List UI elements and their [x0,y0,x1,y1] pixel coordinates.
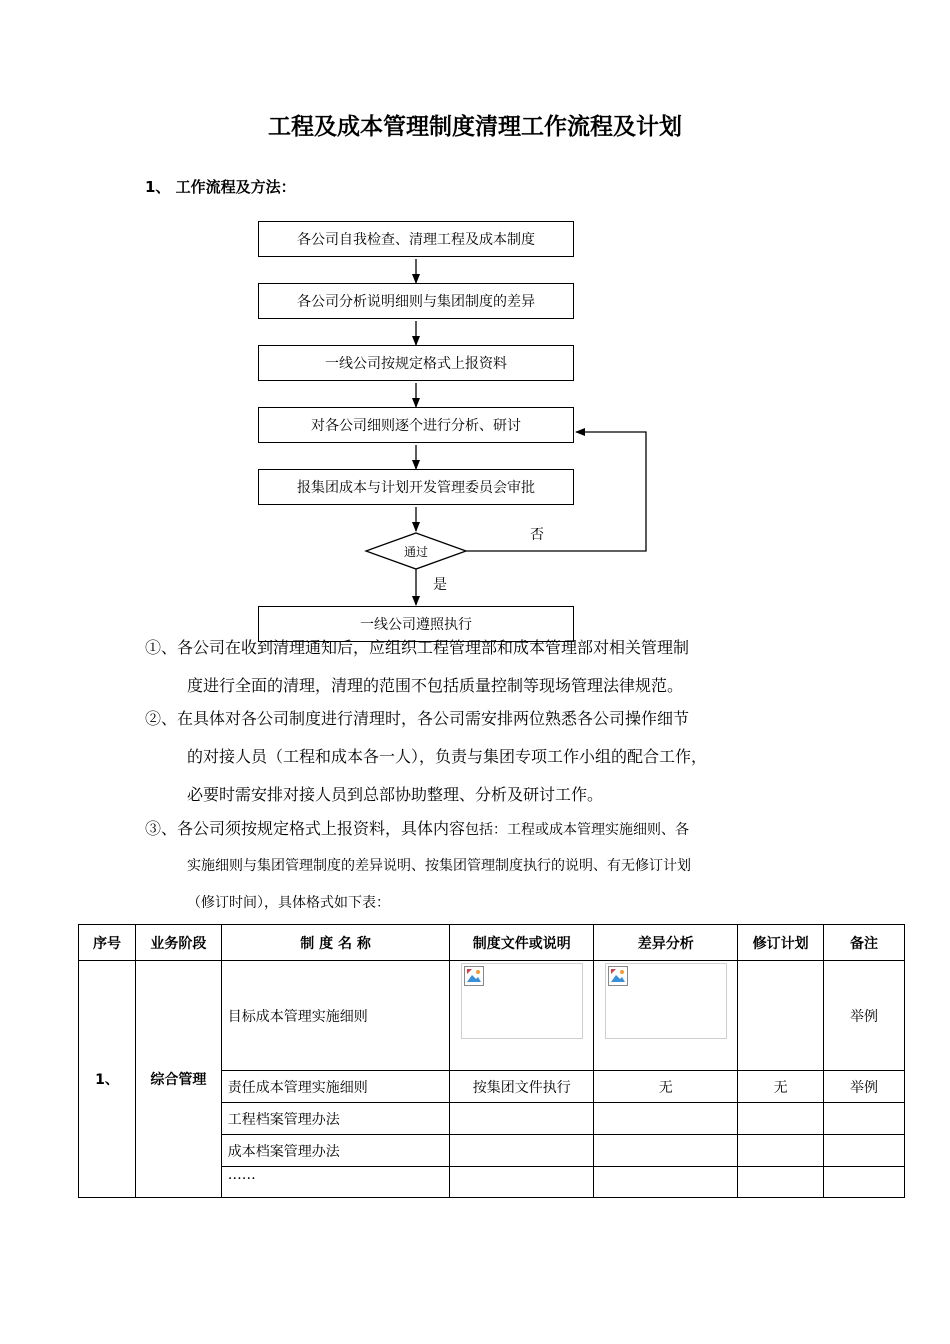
embedded-image-placeholder [605,963,727,1039]
header-note: 备注 [824,925,905,961]
table-header-row [79,925,905,961]
cell-plan [738,1103,824,1135]
para2-line1: ②、在具体对各公司制度进行清理时，各公司需安排两位熟悉各公司操作细节 [145,709,690,728]
section-heading: 1、 工作流程及方法： [145,178,296,196]
cell-plan [738,1135,824,1167]
broken-image-icon [464,966,484,986]
para3-line3: （修订时间），具体格式如下表： [187,895,390,911]
cell-note [824,1103,905,1135]
para2-line3: 必要时需安排对接人员到总部协助整理、分析及研讨工作。 [187,785,604,804]
cell-name: 责任成本管理实施细则 [221,1071,450,1103]
cell-diff [594,1167,738,1198]
para1-line2: 度进行全面的清理，清理的范围不包括质量控制等现场管理法律规范。 [187,676,684,695]
flow-step-5: 报集团成本与计划开发管理委员会审批 [258,469,574,505]
cell-diff [594,1103,738,1135]
cell-diff [594,1135,738,1167]
cell-plan: 无 [738,1071,824,1103]
cell-note: 举例 [824,1071,905,1103]
para1-line1: ①、各公司在收到清理通知后，应组织工程管理部和成本管理部对相关管理制 [145,638,690,657]
flow-step-6: 一线公司遵照执行 [258,606,574,642]
cell-name: 成本档案管理办法 [221,1135,450,1167]
broken-image-icon [608,966,628,986]
cell-plan [738,1167,824,1198]
cell-doc [450,1167,594,1198]
cell-note [824,1167,905,1198]
regulation-table [78,924,905,1198]
cell-plan [738,961,824,1071]
flow-step-2: 各公司分析说明细则与集团制度的差异 [258,283,574,319]
cell-name: …… [221,1167,450,1198]
row-phase-cell: 综合管理 [135,961,221,1198]
yes-label: 是 [433,577,447,593]
decision-label: 通过 [403,545,428,559]
cell-doc [450,961,594,1071]
no-label: 否 [530,527,544,543]
header-phase: 业务阶段 [135,925,221,961]
cell-diff: 无 [594,1071,738,1103]
para2-line2: 的对接人员（工程和成本各一人），负责与集团专项工作小组的配合工作， [187,747,708,766]
flow-step-1: 各公司自我检查、清理工程及成本制度 [258,221,574,257]
table-row [79,961,905,1071]
cell-note: 举例 [824,961,905,1071]
row-index-cell: 1、 [79,961,136,1198]
flow-step-3: 一线公司按规定格式上报资料 [258,345,574,381]
header-index: 序号 [79,925,136,961]
flowchart-connectors [0,0,950,660]
cell-name: 工程档案管理办法 [221,1103,450,1135]
page-title: 工程及成本管理制度清理工作流程及计划 [268,114,682,140]
para3-line1 [145,810,689,849]
header-doc: 制度文件或说明 [450,925,594,961]
flow-step-4: 对各公司细则逐个进行分析、研讨 [258,407,574,443]
para3-line1-a: ③、各公司须按规定格式上报资料，具体内容 [145,819,466,838]
cell-doc [450,1135,594,1167]
para3-line1-b: 包括：工程或成本管理实施细则、各 [465,822,690,838]
header-plan: 修订计划 [738,925,824,961]
cell-doc [450,1103,594,1135]
cell-doc: 按集团文件执行 [450,1071,594,1103]
embedded-image-placeholder [461,963,583,1039]
header-diff: 差异分析 [594,925,738,961]
cell-name: 目标成本管理实施细则 [221,961,450,1071]
cell-diff [594,961,738,1071]
cell-note [824,1135,905,1167]
para3-line2: 实施细则与集团管理制度的差异说明、按集团管理制度执行的说明、有无修订计划 [187,858,691,874]
header-name: 制 度 名 称 [221,925,450,961]
